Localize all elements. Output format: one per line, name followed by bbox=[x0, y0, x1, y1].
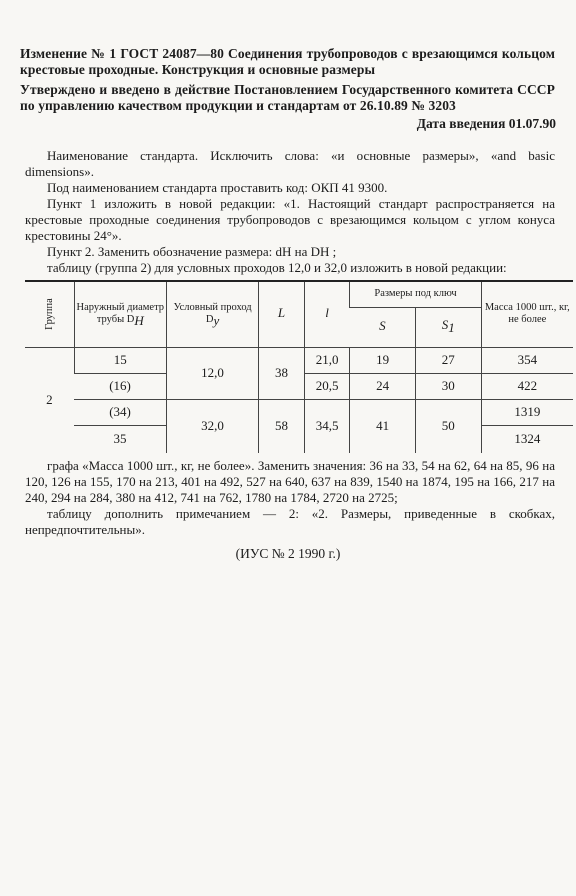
S1-cell: 50 bbox=[415, 399, 481, 453]
diameter-cell: 15 bbox=[74, 347, 166, 373]
header-S: S bbox=[350, 307, 415, 347]
mass-cell: 354 bbox=[481, 347, 573, 373]
header-l: l bbox=[304, 281, 350, 347]
paragraph: Под наименованием стандарта проставить код: ОКП 41 9300. bbox=[47, 180, 388, 195]
paragraph: Пункт 2. Заменить обозначение размера: dН на DН ; bbox=[47, 244, 337, 259]
dimensions-table bbox=[25, 280, 573, 453]
S-cell: 41 bbox=[350, 399, 415, 453]
header-wrench-sizes: Размеры под ключ bbox=[350, 281, 481, 307]
L-cell: 38 bbox=[259, 347, 305, 399]
S1-cell: 30 bbox=[415, 373, 481, 399]
paragraph: графа «Масса 1000 шт., кг, не более». Заменить значения: 36 на 33, 54 на 62, 64 на 85, 96 на 120, 126 на 155, 170 на 213, 401 на 492, 527 на 640, 637 на 839, 1540 на 1874, 195 на 166, 217 на 240, 294 на 284, 380 на 412, 741 на 762, 1780 на 1784, 2720 на 2725; bbox=[25, 458, 555, 505]
header-mass: Масса 1000 шт., кг, не более bbox=[481, 281, 573, 347]
mass-cell: 1319 bbox=[481, 399, 573, 425]
L-cell: 58 bbox=[259, 399, 305, 453]
effective-date: Дата введения 01.07.90 bbox=[416, 116, 556, 131]
l-cell: 34,5 bbox=[304, 399, 350, 453]
publication-reference: (ИУС № 2 1990 г.) bbox=[235, 546, 341, 561]
header-nominal-bore: Условный проход $D_у$ bbox=[166, 281, 258, 347]
table-row bbox=[25, 347, 573, 373]
nominal-bore-cell: 32,0 bbox=[166, 399, 258, 453]
approval-statement: Утверждено и введено в действие Постановлением Государственного комитета СССР по управлению качеством продукции и стандартам от 26.10.89 № 3203 bbox=[20, 82, 555, 113]
paragraph: таблицу (группа 2) для условных проходов 12,0 и 32,0 изложить в новой редакции: bbox=[47, 260, 507, 275]
table-row bbox=[25, 399, 573, 425]
mass-cell: 422 bbox=[481, 373, 573, 399]
diameter-cell: (16) bbox=[74, 373, 166, 399]
S-cell: 19 bbox=[350, 347, 415, 373]
l-cell: 21,0 bbox=[304, 347, 350, 373]
S1-cell: 27 bbox=[415, 347, 481, 373]
group-cell: 2 bbox=[25, 347, 74, 453]
paragraph: таблицу дополнить примечанием — 2: «2. Размеры, приведенные в скобках, непредпочтительны». bbox=[25, 506, 555, 537]
paragraph: Пункт 1 изложить в новой редакции: «1. Настоящий стандарт распространяется на крестовые проходные соединения трубопроводов с врезающимся кольцом с углом конуса крестовины 24°». bbox=[25, 196, 555, 243]
diameter-cell: (34) bbox=[74, 399, 166, 425]
amendment-title: Изменение № 1 ГОСТ 24087—80 Соединения трубопроводов с врезающимся кольцом крестовые проходные. Конструкция и основные размеры bbox=[20, 46, 555, 77]
diameter-cell: 35 bbox=[74, 425, 166, 453]
amendment-body-continued bbox=[25, 458, 555, 538]
header-outer-diameter: Наружный диаметр трубы $D_Н$ bbox=[74, 281, 166, 347]
header-group: Группа bbox=[25, 281, 74, 347]
header-S1: $S_1$ bbox=[415, 307, 481, 347]
paragraph: Наименование стандарта. Исключить слова: «и основные размеры», «and basic dimensions». bbox=[25, 148, 555, 179]
nominal-bore-cell: 12,0 bbox=[166, 347, 258, 399]
header-L: L bbox=[259, 281, 305, 347]
S-cell: 24 bbox=[350, 373, 415, 399]
amendment-body bbox=[25, 148, 555, 276]
mass-cell: 1324 bbox=[481, 425, 573, 453]
l-cell: 20,5 bbox=[304, 373, 350, 399]
